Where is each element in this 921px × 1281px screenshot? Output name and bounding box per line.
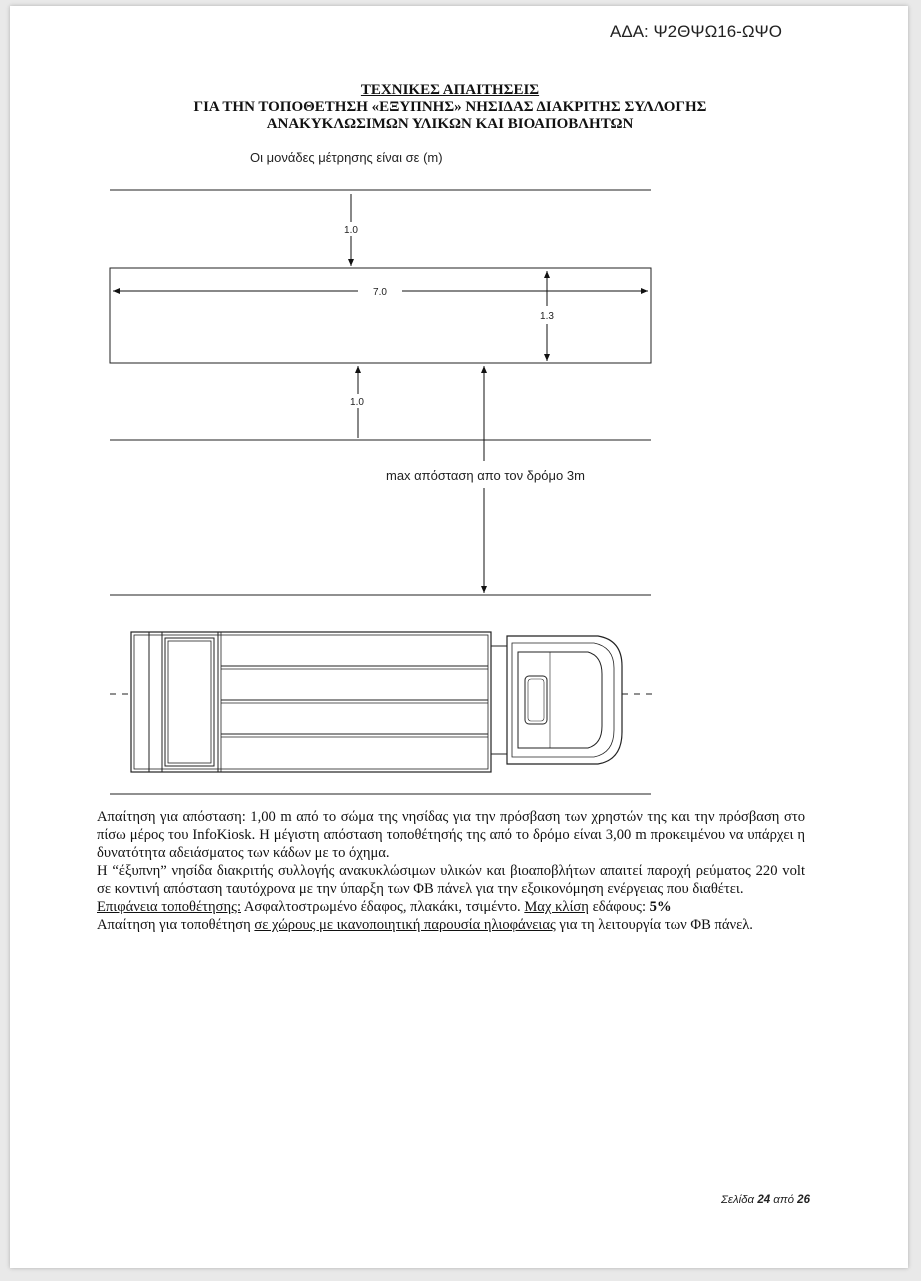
page-label: Σελίδα — [721, 1194, 758, 1206]
max-distance-label: max απόσταση απο τον δρόμο 3m — [386, 468, 585, 483]
slope-value: 5% — [649, 899, 672, 915]
document-page — [10, 6, 908, 1268]
slope-label: Μαχ κλίση — [524, 899, 589, 915]
units-note: Οι μονάδες μέτρησης είναι σε (m) — [250, 150, 443, 165]
sunlight-text-underlined: σε χώρους με ικανοποιητική παρουσία ηλιοφάνειας — [254, 917, 556, 933]
dim-width-label: 7.0 — [373, 287, 387, 298]
slope-text: εδάφους: — [588, 899, 650, 915]
surface-requirement-paragraph — [97, 898, 805, 916]
page-footer — [721, 1194, 810, 1206]
dim-depth-label: 1.3 — [540, 311, 554, 322]
page-number: 24 — [757, 1194, 771, 1206]
truck-top-view — [131, 632, 622, 772]
surface-label: Επιφάνεια τοποθέτησης: — [97, 899, 241, 915]
distance-requirement-paragraph: Απαίτηση για απόσταση: 1,00 m από το σώμα της νησίδας για την πρόσβαση των χρηστών της και την πρόσβαση στο πίσω μέρος του InfoKiosk. Η μέγιστη απόσταση τοποθέτησής της από το δρόμο είναι 3,00 m προκειμένου να υπάρχει η δυνατότητα αδειάσματος των κάδων με το όχημα. — [97, 809, 805, 861]
dim-top-label: 1.0 — [344, 225, 358, 236]
island-outline — [110, 268, 651, 363]
title-line-3: ΑΝΑΚΥΚΛΩΣΙΜΩΝ ΥΛΙΚΩΝ ΚΑΙ ΒΙΟΑΠΟΒΛΗΤΩΝ — [266, 116, 634, 132]
sunlight-requirement-paragraph — [97, 916, 805, 934]
technical-drawing — [10, 6, 908, 806]
title-line-2: ΓΙΑ ΤΗΝ ΤΟΠΟΘΕΤΗΣΗ «ΕΞΥΠΝΗΣ» ΝΗΣΙΔΑΣ ΔΙΑΚΡΙΤΗΣ ΣΥΛΛΟΓΗΣ — [193, 99, 707, 115]
power-requirement-paragraph: Η “έξυπνη” νησίδα διακριτής συλλογής ανακυκλώσιμων υλικών και βιοαποβλήτων απαιτεί παροχή ρεύματος 220 volt σε κοντινή απόσταση ταυτόχρονα με την ύπαρξη των ΦΒ πάνελ για την εξοικονόμηση ενέργειας που διαθέτει. — [97, 863, 805, 897]
sunlight-text-end: για τη λειτουργία των ΦΒ πάνελ. — [555, 917, 753, 933]
dim-bottom-label: 1.0 — [350, 397, 364, 408]
total-pages: 26 — [797, 1194, 810, 1206]
surface-value: Ασφαλτοστρωμένο έδαφος, πλακάκι, τσιμέντο. — [241, 899, 525, 915]
requirements-text — [97, 808, 805, 934]
sunlight-text-start: Απαίτηση για τοποθέτηση — [97, 917, 255, 933]
document-ada-code: ΑΔΑ: Ψ2ΘΨΩ16-ΩΨΟ — [610, 22, 782, 41]
of-label: από — [770, 1194, 798, 1206]
title-line-1: ΤΕΧΝΙΚΕΣ ΑΠΑΙΤΗΣΕΙΣ — [360, 82, 540, 98]
